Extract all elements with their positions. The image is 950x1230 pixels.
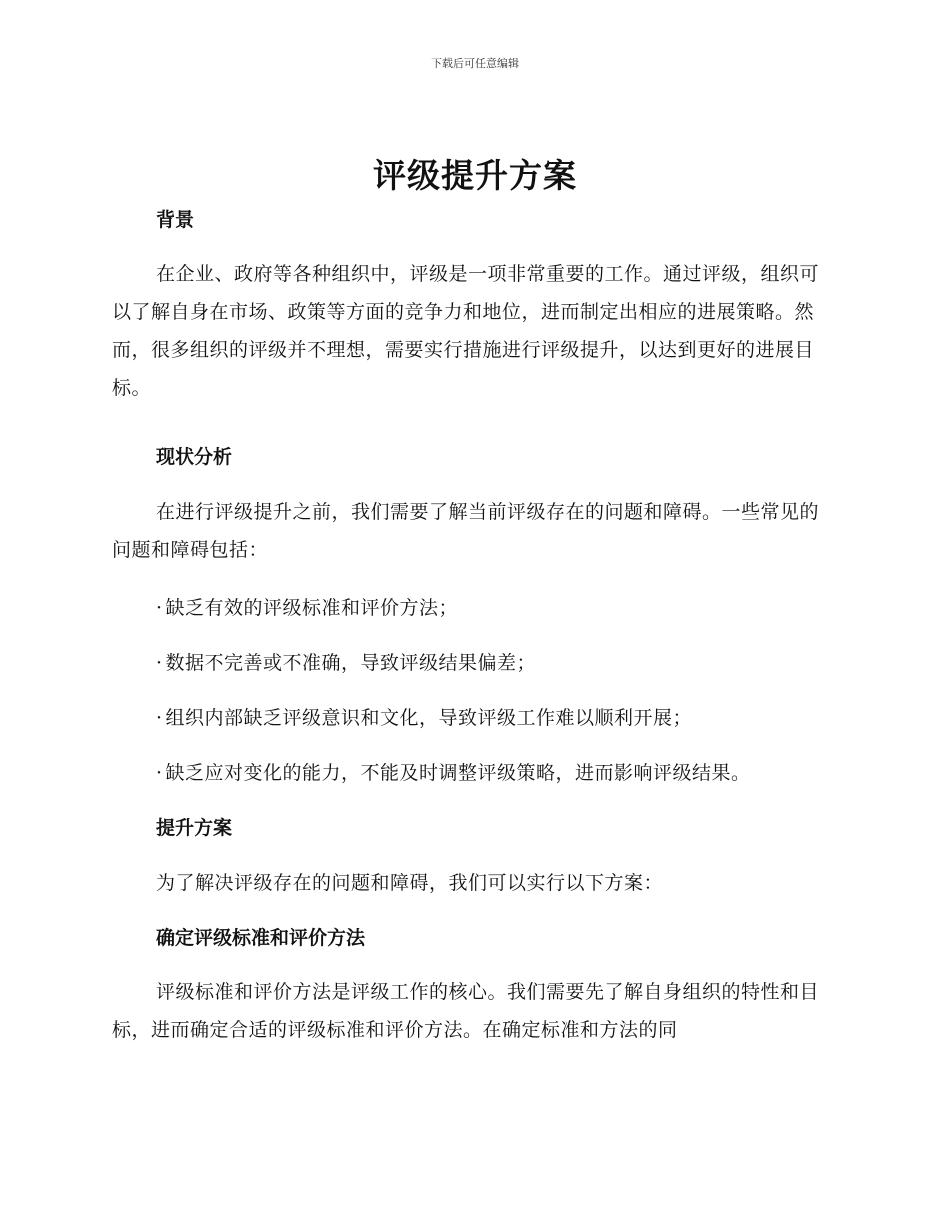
section-heading-standards: 确定评级标准和评价方法 xyxy=(156,927,366,949)
section-heading-analysis: 现状分析 xyxy=(156,446,233,468)
analysis-bullet-4: · 缺乏应对变化的能力，不能及时调整评级策略，进而影响评级结果。 xyxy=(112,761,876,785)
header-note: 下载后可任意编辑 xyxy=(431,57,519,70)
analysis-bullet-2: · 数据不完善或不准确，导致评级结果偏差； xyxy=(112,651,876,675)
analysis-paragraph: 在进行评级提升之前，我们需要了解当前评级存在的问题和障碍。一些常见的问题和障碍包括： xyxy=(112,501,820,561)
analysis-bullet-1: · 缺乏有效的评级标准和评价方法； xyxy=(112,596,876,620)
section-heading-background: 背景 xyxy=(156,209,195,231)
plan-intro: 为了解决评级存在的问题和障碍，我们可以实行以下方案： xyxy=(156,872,664,894)
analysis-bullet-3: · 组织内部缺乏评级意识和文化，导致评级工作难以顺利开展； xyxy=(112,706,876,730)
section-heading-plan: 提升方案 xyxy=(156,817,233,839)
background-paragraph: 在企业、政府等各种组织中，评级是一项非常重要的工作。通过评级，组织可以了解自身在市场、政策等方面的竞争力和地位，进而制定出相应的进展策略。然而，很多组织的评级并不理想，需要实行措施进行评级提升，以达到更好的进展目标。 xyxy=(112,263,820,399)
standards-paragraph: 评级标准和评价方法是评级工作的核心。我们需要先了解自身组织的特性和目标，进而确定合适的评级标准和评价方法。在确定标准和方法的同 xyxy=(112,981,820,1041)
document-title: 评级提升方案 xyxy=(373,156,577,195)
